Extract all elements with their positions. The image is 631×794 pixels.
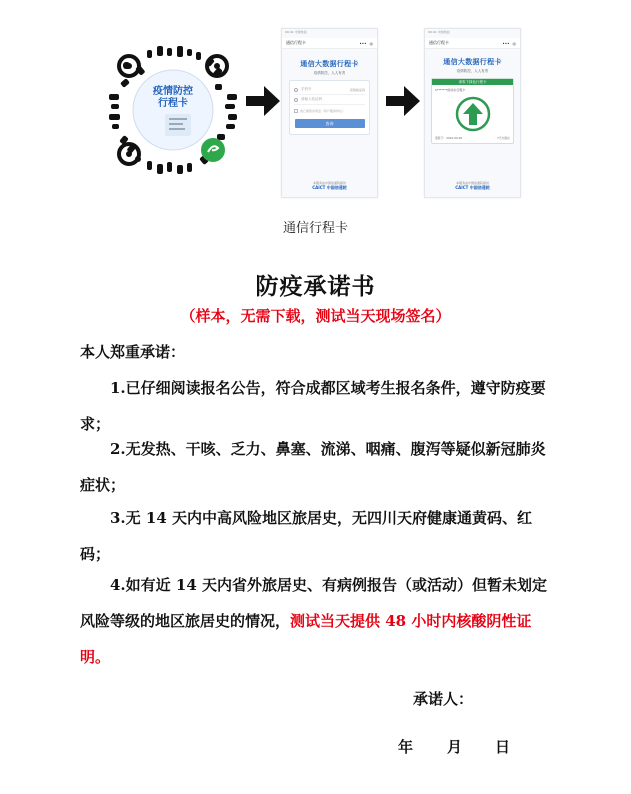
date-year: 年 (398, 738, 414, 756)
nav-title: 通信行程卡 (286, 40, 306, 45)
query-button: 查询 (295, 119, 365, 128)
banner-title: 通信大数据行程卡 (300, 60, 359, 68)
caict-logo: CAICT 中国信通院 (455, 185, 490, 190)
result-card (431, 78, 514, 144)
status-bar: 09:41 中国电信 (285, 30, 307, 34)
phone-placeholder: 手机号 (301, 87, 312, 91)
lock-icon (294, 98, 298, 102)
right-arrow-icon-2 (386, 86, 420, 116)
caict-logo: CAICT 中国信通院 (312, 185, 347, 190)
arrival-note: 7天内到达 (497, 136, 510, 140)
commitment-item-3: 3.无 14 天内中高风险地区旅居史，无四川天府健康通黄码、红码； (80, 509, 532, 563)
code-placeholder: 请输入验证码 (301, 97, 322, 101)
agreement-text: 我已阅读并同意《用户服务协议》 (300, 109, 346, 113)
checkbox-icon (294, 109, 298, 113)
qr-code-icon (107, 44, 239, 176)
qr-label-line2: 行程卡 (158, 98, 188, 109)
get-code-link: 获取验证码 (349, 87, 365, 92)
commitment-item-2: 2.无发热、干咳、乏力、鼻塞、流涕、咽痛、腹泻等疑似新冠肺炎症状； (80, 440, 546, 494)
result-footer (435, 136, 510, 140)
intro-line: 本人郑重承诺： (80, 343, 186, 361)
nav-bar (425, 38, 520, 49)
qr-label-line1: 疫情防控 (153, 86, 193, 97)
query-form (289, 80, 370, 135)
banner-subtitle: 疫情防控，人人有责 (313, 71, 346, 75)
mini-program-qr-code (107, 44, 239, 176)
more-icon: ••• (359, 40, 367, 46)
footer-note: 本服务由中国信通院提供 (312, 181, 346, 185)
update-time: 更新于：2022.00.00 (435, 136, 463, 140)
more-icon: ••• (502, 40, 510, 46)
image-caption: 通信行程卡 (282, 221, 348, 236)
result-header: 请收下绿色行程卡 (432, 79, 513, 85)
banner (288, 59, 371, 76)
item4-red-text: 测试当天提供 48 小时内核酸阴性证明。 (80, 612, 532, 666)
qr-center-label (142, 86, 204, 110)
phone-field (294, 85, 365, 95)
banner-title: 通信大数据行程卡 (443, 58, 502, 66)
document-subtitle: （样本，无需下载，测试当天现场签名） (180, 307, 451, 325)
banner-subtitle: 疫情防控，人人有责 (456, 69, 489, 73)
phone-screenshot-query (281, 28, 378, 198)
code-field (294, 95, 365, 105)
phone-footer (282, 181, 377, 191)
target-icon: ◎ (369, 40, 373, 46)
document-title: 防疫承诺书 (255, 273, 376, 300)
agreement (294, 109, 365, 113)
banner (431, 57, 514, 74)
phone-footer (425, 181, 520, 191)
commitment-item-1: 1.已仔细阅读报名公告，符合成都区域考生报名条件，遵守防疫要求； (80, 379, 546, 433)
item4-text: 4.如有近 14 天内省外旅居史、有病例报告（或活动）但暂未划定风险等级的地区旅居史的情况， (80, 576, 547, 630)
phone-screenshot-result (424, 28, 521, 198)
commitment-item-4 (80, 567, 555, 675)
signer-label: 承诺人： (413, 690, 474, 708)
status-bar: 09:41 中国电信 (428, 30, 450, 34)
date-day: 日 (495, 738, 511, 756)
phone-icon (294, 88, 298, 92)
right-arrow-icon (246, 86, 280, 116)
target-icon: ◎ (512, 40, 516, 46)
green-up-arrow-icon (435, 96, 510, 132)
nav-bar (282, 38, 377, 49)
nav-title: 通信行程卡 (429, 40, 449, 45)
footer-note: 本服务由中国信通院提供 (455, 181, 489, 185)
result-phone-line: 1*******的动态行程卡 (435, 88, 466, 92)
date-month: 月 (447, 738, 463, 756)
